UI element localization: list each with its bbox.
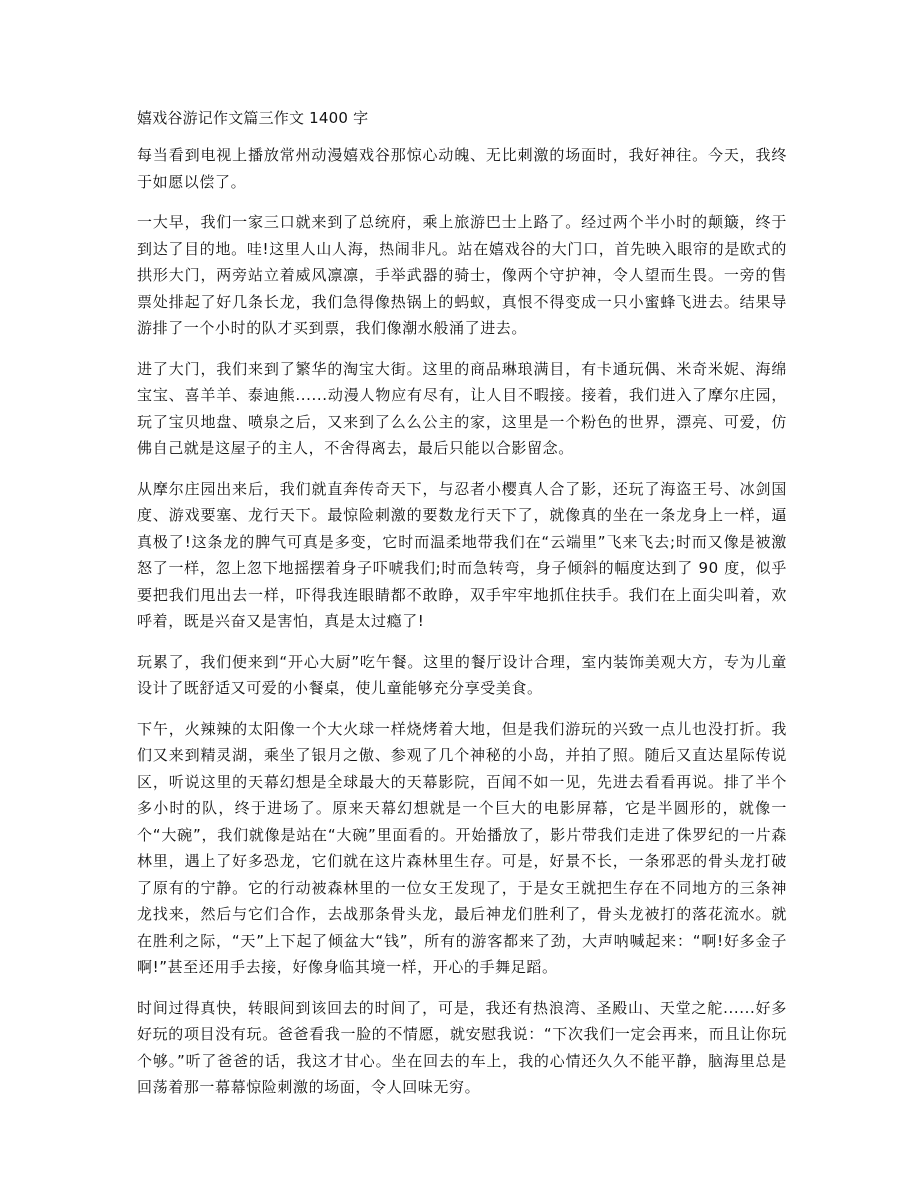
paragraph-2: 一大早，我们一家三口就来到了总统府，乘上旅游巴士上路了。经过两个半小时的颠簸，终于到达了目的地。哇!这里人山人海，热闹非凡。站在嬉戏谷的大门口，首先映入眼帘的是欧式的拱形大门，两旁站立着威风凛凛，手举武器的骑士，像两个守护神，令人望而生畏。一旁的售票处排起了好几条长龙，我们急得像热锅上的蚂蚁，真恨不得变成一只小蜜蜂飞进去。结果导游排了一个小时的队才买到票，我们像潮水般涌了进去。 — [137, 213, 787, 337]
paragraph-3: 进了大门，我们来到了繁华的淘宝大街。这里的商品琳琅满目，有卡通玩偶、米奇米妮、海绵宝宝、喜羊羊、泰迪熊......动漫人物应有尽有，让人目不暇接。接着，我们进入了摩尔庄园，玩了宝贝地盘、喷泉之后，又来到了么么公主的家，这里是一个粉色的世界，漂亮、可爱，仿佛自己就是这屋子的主人，不舍得离去，最后只能以合影留念。 — [137, 359, 787, 457]
paragraph-7: 时间过得真快，转眼间到该回去的时间了，可是，我还有热浪湾、圣殿山、天堂之舵......好多好玩的项目没有玩。爸爸看我一脸的不情愿，就安慰我说：“下次我们一定会再来，而且让你玩个够。”听了爸爸的话，我这才甘心。坐在回去的车上，我的心情还久久不能平静，脑海里总是回荡着那一幕幕惊险刺激的场面，令人回味无穷。 — [137, 998, 787, 1096]
paragraph-6: 下午，火辣辣的太阳像一个大火球一样烧烤着大地，但是我们游玩的兴致一点儿也没打折。我们又来到精灵湖，乘坐了银月之傲、参观了几个神秘的小岛，并拍了照。随后又直达星际传说区，听说这里的天幕幻想是全球最大的天幕影院，百闻不如一见，先进去看看再说。排了半个多小时的队，终于进场了。原来天幕幻想就是一个巨大的电影屏幕，它是半圆形的，就像一个“大碗”，我们就像是站在“大碗”里面看的。开始播放了，影片带我们走进了侏罗纪的一片森林里，遇上了好多恐龙，它们就在这片森林里生存。可是，好景不长，一条邪恶的骨头龙打破了原有的宁静。它的行动被森林里的一位女王发现了，于是女王就把生存在不同地方的三条神龙找来，然后与它们合作，去战那条骨头龙，最后神龙们胜利了，骨头龙被打的落花流水。就在胜利之际，“天”上下起了倾盆大“钱”，所有的游客都来了劲，大声呐喊起来：“啊!好多金子啊!”甚至还用手去接，好像身临其境一样，开心的手舞足蹈。 — [137, 719, 787, 976]
document-page — [137, 106, 787, 1115]
paragraph-5: 玩累了，我们便来到“开心大厨”吃午餐。这里的餐厅设计合理，室内装饰美观大方，专为儿童设计了既舒适又可爱的小餐桌，使儿童能够充分享受美食。 — [137, 652, 787, 697]
paragraph-1: 每当看到电视上播放常州动漫嬉戏谷那惊心动魄、无比刺激的场面时，我好神往。今天，我终于如愿以偿了。 — [137, 146, 787, 191]
document-title: 嬉戏谷游记作文篇三作文 1400 字 — [137, 109, 369, 127]
paragraph-4: 从摩尔庄园出来后，我们就直奔传奇天下，与忍者小樱真人合了影，还玩了海盗王号、冰剑国度、游戏要塞、龙行天下。最惊险刺激的要数龙行天下了，就像真的坐在一条龙身上一样，逼真极了!这条龙的脾气可真是多变，它时而温柔地带我们在“云端里”飞来飞去;时而又像是被激怒了一样，忽上忽下地摇摆着身子吓唬我们;时而急转弯，身子倾斜的幅度达到了 90 度，似乎要把我们甩出去一样，吓得我连眼睛都不敢睁，双手牢牢地抓住扶手。我们在上面尖叫着，欢呼着，既是兴奋又是害怕，真是太过瘾了! — [137, 479, 787, 630]
